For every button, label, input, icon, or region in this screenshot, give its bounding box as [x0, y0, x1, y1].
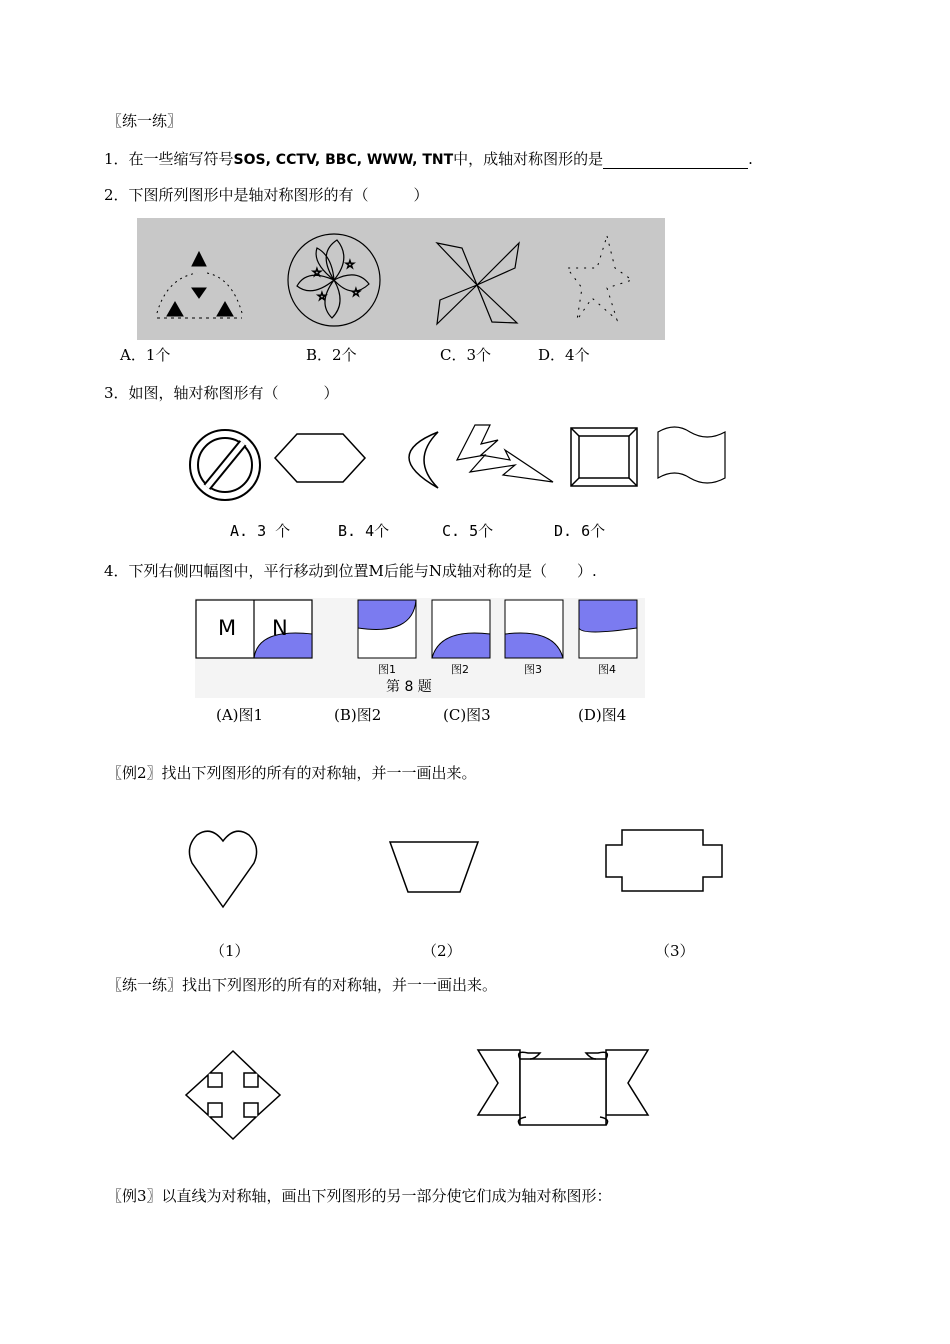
example-2-text: 〖例2〗找出下列图形的所有的对称轴，并一一画出来。	[107, 764, 477, 782]
q2-option-d[interactable]: D．4个	[538, 346, 590, 364]
example-2-label-1: （1）	[210, 942, 250, 960]
section-title-practice: 〖练一练〗	[107, 112, 183, 130]
q1-suffix: 中，成轴对称图形的是	[453, 150, 604, 168]
practice-2-text: 〖练一练〗找出下列图形的所有的对称轴，并一一画出来。	[107, 976, 498, 994]
fig-label-1: 图1	[378, 663, 396, 676]
figure-3-box	[505, 600, 563, 658]
svg-text:☆: ☆	[312, 266, 322, 279]
no-sign-icon	[190, 430, 260, 500]
framed-square-shape	[571, 428, 637, 486]
fig-label-4: 图4	[598, 663, 616, 676]
q4-option-a[interactable]: (A)图1	[216, 706, 264, 724]
q3-option-a[interactable]: A. 3 个	[230, 522, 291, 540]
label-m: M	[218, 616, 237, 640]
question-3: 3．如图，轴对称图形有（ ）	[104, 384, 339, 402]
example-2-figures	[185, 825, 730, 915]
svg-text:☆: ☆	[351, 286, 361, 299]
question-1	[104, 150, 753, 169]
fig-label-3: 图3	[524, 663, 542, 676]
q4-caption: 第 8 题	[386, 679, 432, 695]
wavy-flag-shape	[658, 427, 725, 483]
figure-1-box	[358, 600, 416, 658]
figure-4-box	[579, 600, 637, 658]
fig-label-2: 图2	[451, 663, 469, 676]
lightning-shape	[457, 425, 553, 482]
q1-prefix: 1．在一些缩写符号	[104, 150, 234, 168]
question-4: 4．下列右侧四幅图中，平行移动到位置M后能与N成轴对称的是（ ）.	[104, 562, 597, 580]
heart-shape	[189, 831, 256, 907]
gray-panel	[137, 218, 665, 340]
q3-option-b[interactable]: B. 4个	[338, 522, 390, 540]
q3-option-d[interactable]: D. 6个	[554, 522, 606, 540]
figure-2-box	[432, 600, 490, 658]
example-3-text: 〖例3〗以直线为对称轴，画出下列图形的另一部分使它们成为轴对称图形：	[107, 1187, 612, 1205]
mn-box	[196, 600, 312, 658]
example-2-label-2: （2）	[422, 942, 462, 960]
four-arrows-shape	[186, 1051, 280, 1139]
q1-answer-blank[interactable]	[603, 153, 748, 169]
q4-option-b[interactable]: (B)图2	[334, 706, 382, 724]
example-2-label-3: （3）	[655, 942, 695, 960]
q3-option-c[interactable]: C. 5个	[442, 522, 494, 540]
question-2: 2．下图所列图形中是轴对称图形的有（ ）	[104, 186, 429, 204]
q2-option-b[interactable]: B．2个	[306, 346, 357, 364]
q4-option-d[interactable]: (D)图4	[578, 706, 627, 724]
q3-figure-row	[185, 420, 735, 512]
hexagon-shape	[275, 434, 365, 482]
label-n: N	[272, 616, 288, 640]
notched-rectangle-shape	[606, 830, 722, 891]
q1-codes: SOS, CCTV, BBC, WWW, TNT	[233, 152, 454, 168]
svg-text:☆: ☆	[345, 258, 355, 271]
ribbon-banner-shape	[478, 1050, 648, 1125]
q2-figure-panel	[137, 218, 665, 340]
trapezoid-shape	[390, 842, 478, 892]
q4-option-c[interactable]: (C)图3	[443, 706, 491, 724]
practice-2-figures	[170, 1045, 660, 1145]
svg-text:☆: ☆	[317, 290, 327, 303]
crescent-shape	[409, 432, 438, 488]
q2-option-c[interactable]: C．3个	[440, 346, 492, 364]
q2-option-a[interactable]: A．1个	[120, 346, 171, 364]
q1-end: .	[748, 150, 753, 168]
